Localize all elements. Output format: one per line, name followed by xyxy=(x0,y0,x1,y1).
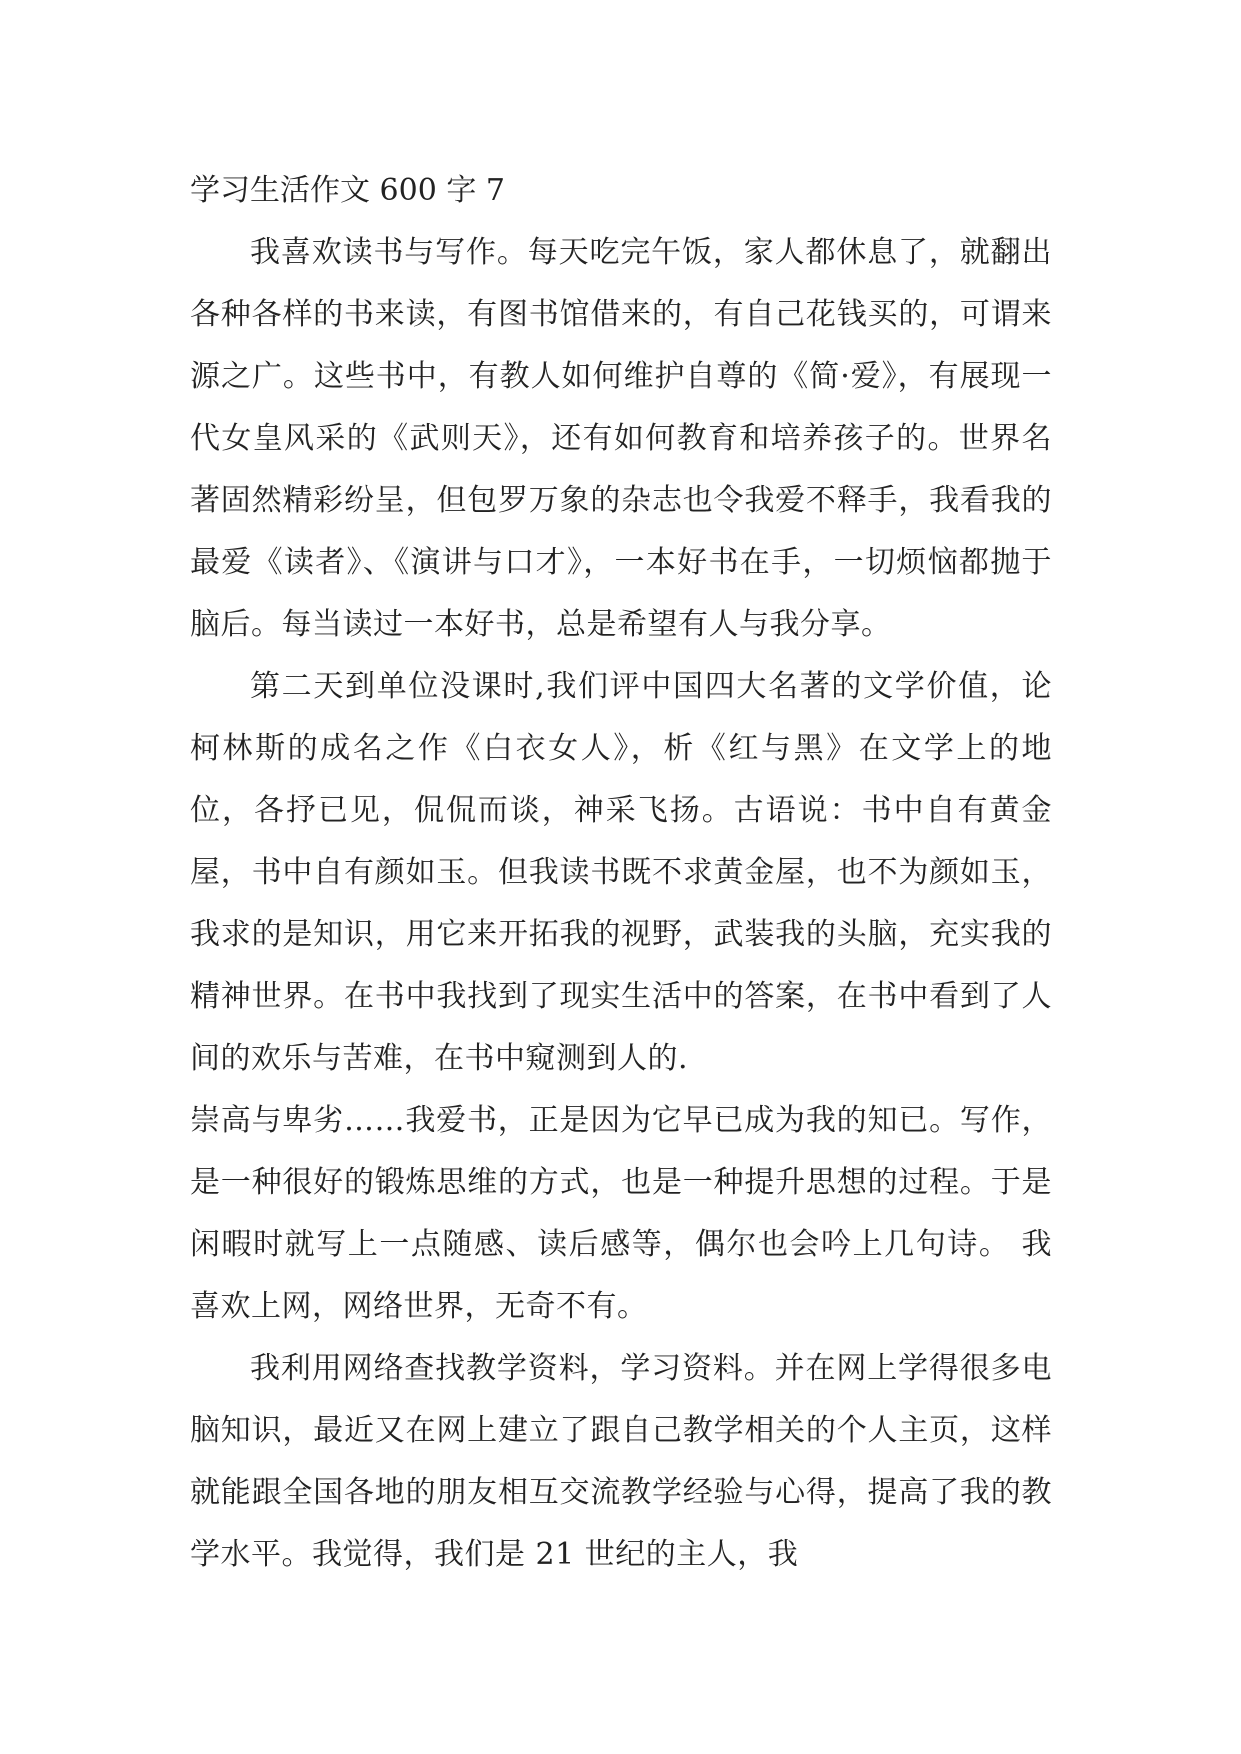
paragraph-discussion: 第二天到单位没课时,我们评中国四大名著的文学价值，论柯林斯的成名之作《白衣女人》，析《红与黑》在文学上的地位，各抒已见，侃侃而谈，神采飞扬。古语说：书中自有黄金屋，书中自有颜如玉。但我读书既不求黄金屋，也不为颜如玉，我求的是知识，用它来开拓我的视野，武装我的头脑，充实我的精神世界。在书中我找到了现实生活中的答案，在书中看到了人间的欢乐与苦难，在书中窥测到人的. xyxy=(190,669,1052,1076)
paragraph-reading: 我喜欢读书与写作。每天吃完午饭，家人都休息了，就翻出各种各样的书来读，有图书馆借来的，有自己花钱买的，可谓来源之广。这些书中，有教人如何维护自尊的《简·爱》，有展现一代女皇风采的《武则天》，还有如何教育和培养孩子的。世界名著固然精彩纷呈，但包罗万象的杂志也令我爱不释手，我看我的最爱《读者》、《演讲与口才》，一本好书在手，一切烦恼都抛于脑后。每当读过一本好书，总是希望有人与我分享。 xyxy=(190,235,1052,642)
paragraph-internet: 我利用网络查找教学资料，学习资料。并在网上学得很多电脑知识，最近又在网上建立了跟自己教学相关的个人主页，这样就能跟全国各地的朋友相互交流教学经验与心得，提高了我的教学水平。我觉得，我们是 21 世纪的主人，我 xyxy=(190,1351,1052,1572)
document-title: 学习生活作文 600 字 7 xyxy=(190,173,505,208)
document-body xyxy=(190,160,1052,1586)
paragraph-writing: 崇高与卑劣……我爱书，正是因为它早已成为我的知已。写作，是一种很好的锻炼思维的方式，也是一种提升思想的过程。于是闲暇时就写上一点随感、读后感等，偶尔也会吟上几句诗。 我喜欢上网，网络世界，无奇不有。 xyxy=(190,1103,1052,1324)
